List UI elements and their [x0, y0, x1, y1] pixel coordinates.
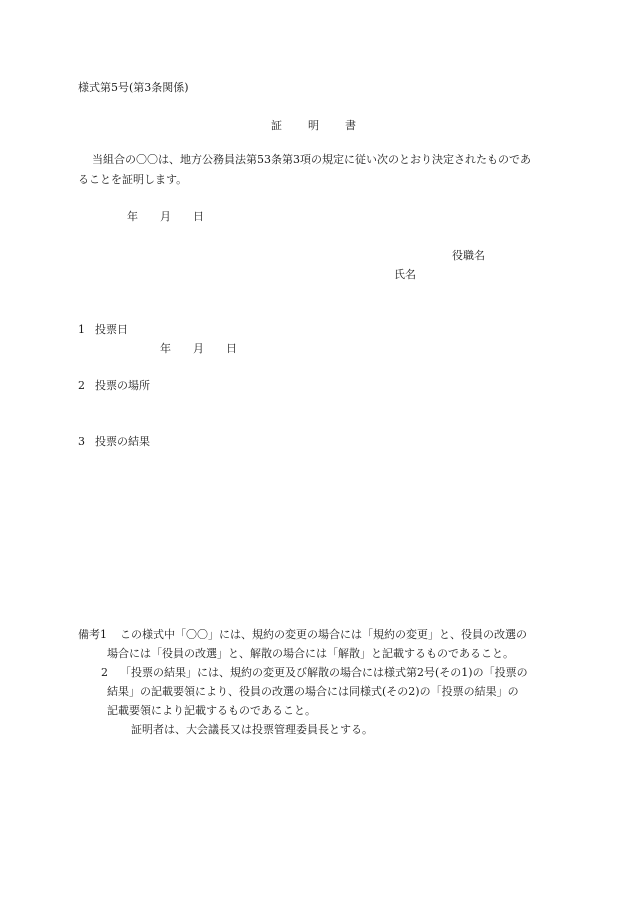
title-char: 明	[308, 119, 319, 132]
remark-2-line-1: 「投票の結果」には、規約の変更及び解散の場合には様式第2号(その1)の「投票の	[120, 666, 528, 679]
remark-1-prefix: 備考1	[78, 628, 107, 641]
body-text-line-1: 当組合の〇〇は、地方公務員法第53条第3項の規定に従い次のとおり決定されたものであ	[92, 153, 531, 166]
date-month: 月	[160, 210, 171, 223]
remark-2-line-2: 結果」の記載要領により、役員の改選の場合には同様式(その2)の「投票の結果」の	[107, 685, 519, 698]
date-month: 月	[193, 342, 204, 355]
date-day: 日	[226, 342, 237, 355]
form-id: 様式第5号(第3条関係)	[78, 81, 189, 94]
title-char: 証	[271, 119, 282, 132]
title-char: 書	[345, 119, 356, 132]
date-year: 年	[127, 210, 138, 223]
remark-1-line-1: この様式中「〇〇」には、規約の変更の場合には「規約の変更」と、役員の改選の	[120, 628, 527, 641]
body-text-line-2: ることを証明します。	[78, 173, 188, 186]
signer-position: 役職名	[452, 249, 485, 262]
date-year: 年	[160, 342, 171, 355]
item-number: 1	[78, 323, 85, 336]
signer-name: 氏名	[394, 268, 416, 281]
remark-1-line-2: 場合には「役員の改選」と、解散の場合には「解散」と記載するものであること。	[107, 647, 514, 660]
date-day: 日	[193, 210, 204, 223]
item-number: 2	[78, 379, 85, 392]
item-label: 投票の場所	[95, 379, 150, 392]
certificate-date	[127, 210, 204, 223]
item-1-date	[160, 342, 237, 355]
remark-3: 証明者は、大会議長又は投票管理委員長とする。	[131, 723, 373, 736]
item-number: 3	[78, 435, 85, 448]
document-title	[271, 119, 356, 132]
item-1	[78, 323, 128, 336]
remark-2-line-3: 記載要領により記載するものであること。	[107, 704, 316, 717]
item-2	[78, 379, 150, 392]
item-label: 投票日	[95, 323, 128, 336]
item-label: 投票の結果	[95, 435, 150, 448]
remark-2-prefix: 2	[101, 666, 108, 679]
item-3	[78, 435, 150, 448]
